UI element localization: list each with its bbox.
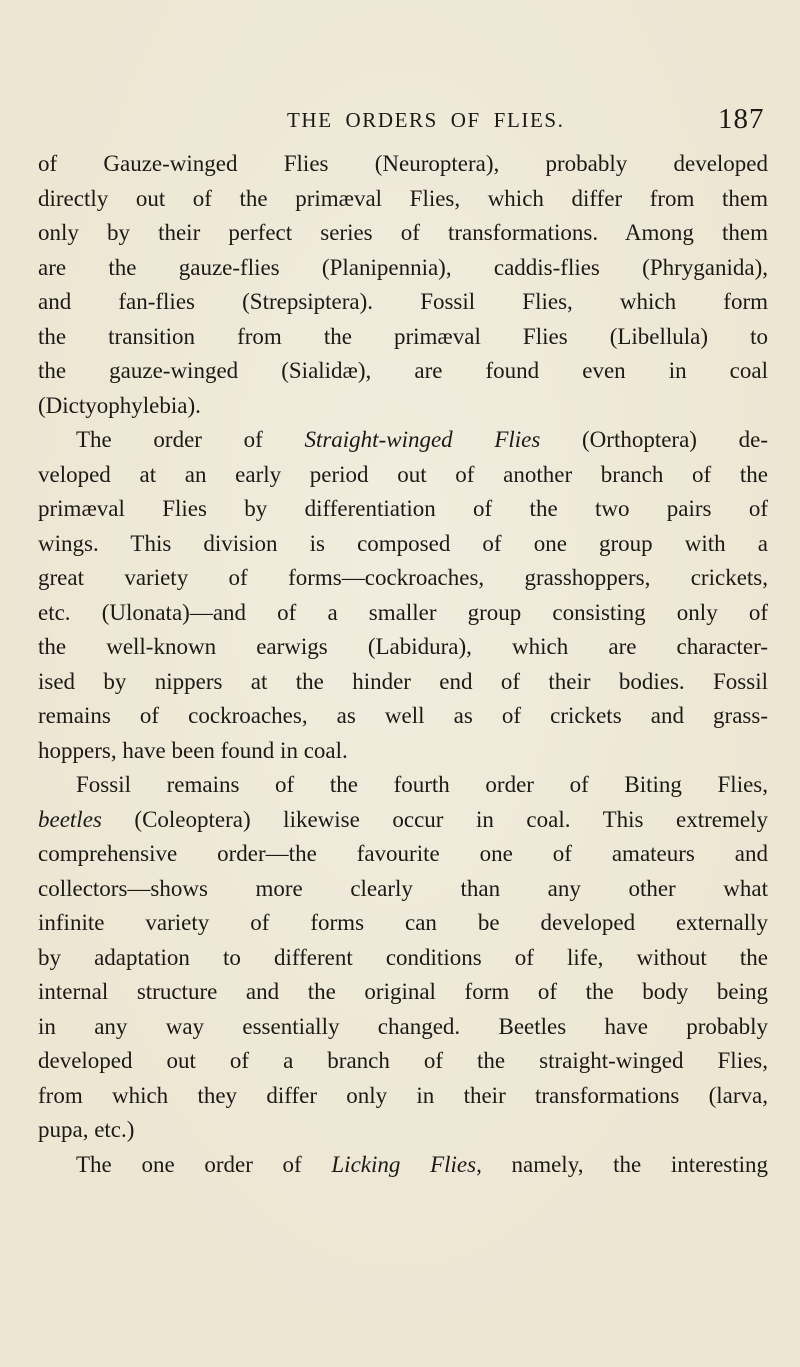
- text-line: wings. This division is composed of one group with a: [38, 530, 768, 556]
- text-line: Fossil remains of the fourth order of Biting Flies,: [76, 772, 768, 797]
- text-line: are the gauze-flies (Planipennia), caddis-flies (Phryganida),: [38, 254, 768, 280]
- line-text: (Coleoptera) likewise occur in coal. This extremely: [101, 806, 768, 832]
- emphasis-text: beetles: [38, 806, 102, 832]
- text-line: the well-known earwigs (Labidura), which are character-: [38, 634, 768, 659]
- text-line: pupa, etc.): [38, 1117, 135, 1142]
- text-line: and fan-flies (Strepsiptera). Fossil Flies, which form: [38, 289, 768, 314]
- line-text: (Orthoptera) de-: [540, 427, 768, 452]
- text-line: the gauze-winged (Sialidæ), are found even in coal: [38, 358, 768, 383]
- emphasis-text: Licking Flies: [331, 1151, 477, 1177]
- emphasis-text: Straight-winged Flies: [304, 427, 541, 452]
- text-line: hoppers, have been found in coal.: [38, 737, 348, 763]
- text-line: collectors—shows more clearly than any other what: [38, 875, 768, 901]
- text-line: developed out of a branch of the straight-winged Flies,: [38, 1048, 768, 1073]
- running-head: THE ORDERS OF FLIES.: [287, 108, 565, 132]
- page-number: 187: [718, 103, 765, 135]
- text-line: in any way essentially changed. Beetles have probably: [38, 1013, 768, 1039]
- text-line: directly out of the primæval Flies, which differ from them: [38, 185, 768, 211]
- line-text: The order of: [76, 427, 305, 452]
- text-line: [38, 1148, 768, 1183]
- text-line: from which they differ only in their transformations (larva,: [38, 1082, 768, 1108]
- text-line: by adaptation to different conditions of life, without the: [38, 944, 768, 970]
- text-line: [38, 423, 768, 458]
- line-text: , namely, the interesting: [476, 1151, 769, 1177]
- text-line: of Gauze-winged Flies (Neuroptera), probably developed: [38, 151, 768, 176]
- text-line: infinite variety of forms can be developed externally: [38, 910, 768, 935]
- text-line: ised by nippers at the hinder end of their bodies. Fossil: [38, 668, 768, 694]
- text-line: remains of cockroaches, as well as of crickets and grass-: [38, 703, 768, 728]
- text-line: internal structure and the original form of the body being: [38, 979, 768, 1004]
- text-line: comprehensive order—the favourite one of amateurs and: [38, 841, 768, 866]
- text-line: great variety of forms—cockroaches, grasshoppers, crickets,: [38, 565, 768, 590]
- text-line: the transition from the primæval Flies (Libellula) to: [38, 323, 768, 349]
- text-line: veloped at an early period out of another branch of the: [38, 461, 768, 487]
- text-line: (Dictyophylebia).: [38, 392, 201, 418]
- text-line: only by their perfect series of transformations. Among them: [38, 220, 768, 245]
- line-text: The one order of: [76, 1151, 332, 1177]
- body-text: [38, 147, 768, 1182]
- text-line: [38, 803, 768, 838]
- text-line: etc. (Ulonata)—and of a smaller group consisting only of: [38, 599, 768, 625]
- text-line: primæval Flies by differentiation of the two pairs of: [38, 496, 768, 521]
